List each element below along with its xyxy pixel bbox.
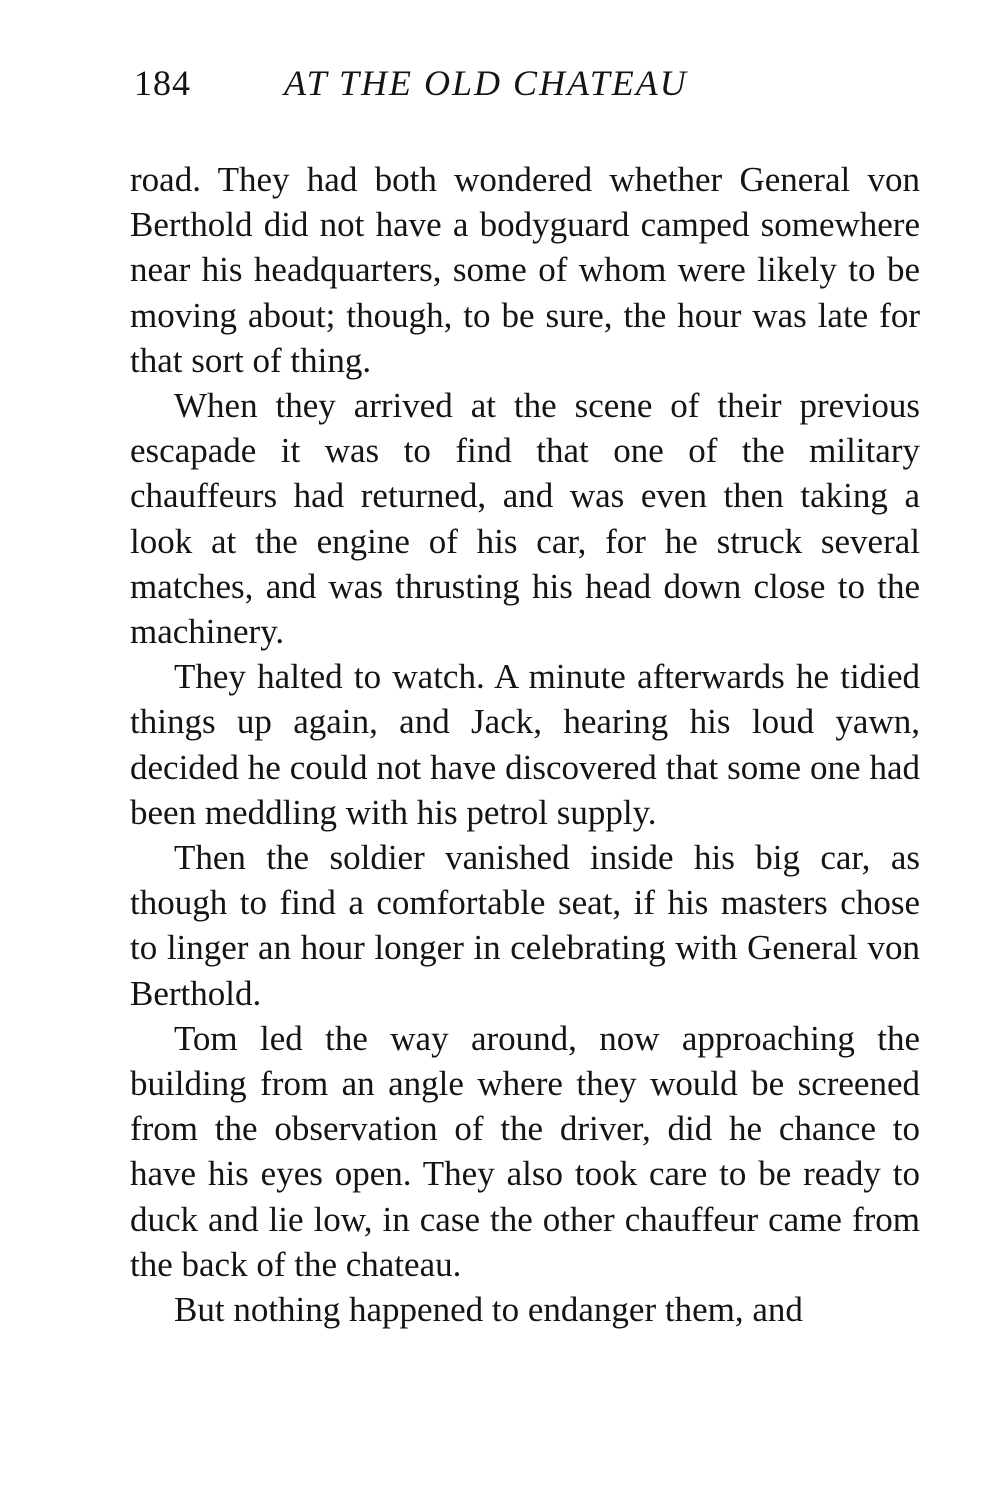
page-number: 184 bbox=[134, 63, 191, 103]
page-header bbox=[134, 58, 924, 108]
paragraph: road. They had both wondered whether General von Berthold did not have a bodyguard camped somewhere near his headquarters, some of whom were likely to be moving about; though, to be sure, the hour was late for that sort of thing. bbox=[130, 160, 920, 380]
paragraph: But nothing happened to endanger them, and bbox=[174, 1290, 803, 1330]
paragraph: Tom led the way around, now approaching the building from an angle where they would be screened from the observation of the driver, did he chance to have his eyes open. They also took care to be ready to duck and lie low, in case the other chauffeur came from the back of the chateau. bbox=[130, 1018, 920, 1284]
paragraph: When they arrived at the scene of their previous escapade it was to find that one of the military chauffeurs had returned, and was even then taking a look at the engine of his car, for he struck several matches, and was thrusting his head down close to the machinery. bbox=[130, 386, 920, 652]
running-title: AT THE OLD CHATEAU bbox=[284, 63, 688, 103]
body-text bbox=[130, 157, 920, 1332]
paragraph: They halted to watch. A minute afterwards he tidied things up again, and Jack, hearing his loud yawn, decided he could not have discovered that some one had been meddling with his petrol supply. bbox=[130, 657, 920, 832]
paragraph: Then the soldier vanished inside his big car, as though to find a comfortable seat, if his masters chose to linger an hour longer in celebrating with General von Berthold. bbox=[130, 838, 920, 1013]
